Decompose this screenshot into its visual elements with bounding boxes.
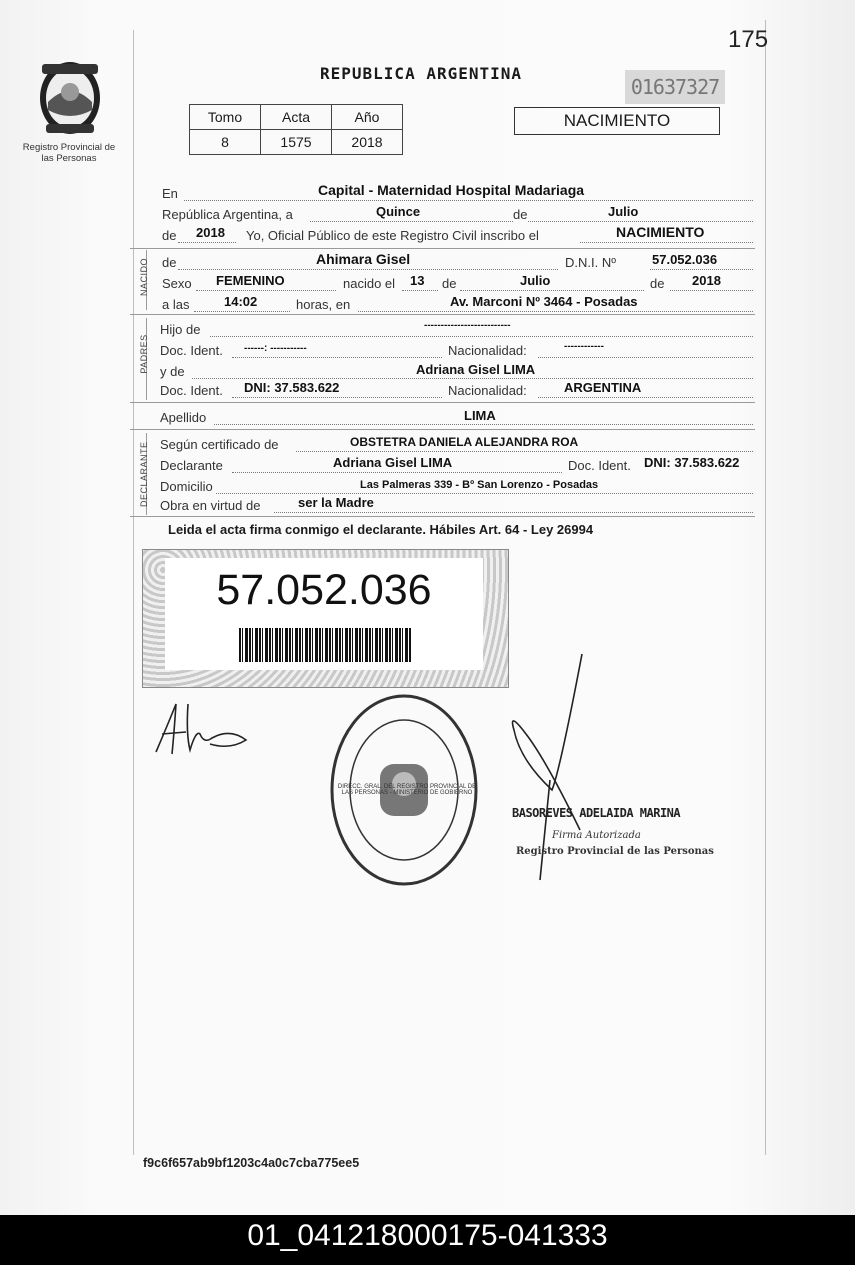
label-dni: D.N.I. Nº (565, 255, 616, 270)
label-oficial: Yo, Oficial Público de este Registro Civil inscribo el (246, 228, 539, 243)
value-place: Capital - Maternidad Hospital Madariaga (318, 182, 585, 198)
row-certificate (158, 436, 753, 454)
label-de-year: de (162, 228, 177, 243)
book-value-acta: 1575 (261, 130, 332, 155)
value-sex: FEMENINO (216, 273, 285, 288)
book-value-tomo: 8 (190, 130, 261, 155)
label-apellido: Apellido (160, 410, 207, 425)
value-time: 14:02 (224, 294, 258, 309)
value-reason: ser la Madre (298, 495, 374, 510)
sticker-inner (165, 558, 483, 670)
registrar-signature-icon (150, 694, 260, 769)
label-domicilio: Domicilio (160, 479, 213, 494)
label-sexo: Sexo (162, 276, 192, 291)
value-dni: 57.052.036 (652, 252, 718, 267)
row-date (158, 206, 753, 224)
document-hash: f9c6f657ab9bf1203c4a0c7cba775ee5 (143, 1156, 360, 1170)
barcode-icon (239, 628, 411, 662)
footer-id-bar (0, 1215, 855, 1265)
section-divider (130, 516, 755, 517)
seal-text: DIRECC. GRAL. DEL REGISTRO PROVINCIAL DE LAS PERSONAS - MINISTERIO DE GOBIERNO (337, 784, 477, 796)
section-declarante: DECLARANTE (139, 441, 149, 507)
value-day: Quince (376, 204, 421, 219)
value-birth-day: 13 (410, 273, 425, 288)
row-year (158, 224, 753, 245)
label-horas: horas, en (296, 297, 351, 312)
footer-id: 01_041218000175-041333 (247, 1219, 608, 1252)
label-declarante: Declarante (160, 458, 223, 473)
section-divider (130, 248, 755, 249)
value-father-nationality: ------------ (564, 341, 604, 352)
row-reason (158, 497, 753, 515)
value-mother: Adriana Gisel LIMA (416, 362, 536, 377)
book-header-tomo: Tomo (190, 105, 261, 130)
row-address (158, 478, 753, 496)
value-certificate: OBSTETRA DANIELA ALEJANDRA ROA (350, 435, 579, 449)
label-decl-doc: Doc. Ident. (568, 458, 631, 473)
label-nacido-el: nacido el (343, 276, 396, 291)
label-nacionalidad2: Nacionalidad: (448, 383, 527, 398)
label-doc2: Doc. Ident. (160, 383, 223, 398)
row-time-place (158, 296, 753, 314)
signer-office: Registro Provincial de las Personas (516, 846, 714, 857)
section-divider (130, 429, 755, 430)
right-margin-line (765, 20, 766, 1155)
label-y-de: y de (160, 364, 185, 379)
row-father (158, 321, 753, 339)
book-table (189, 104, 403, 155)
value-father: -------------------------- (424, 320, 511, 331)
value-month: Julio (608, 204, 639, 219)
label-de: de (513, 207, 528, 222)
dni-sticker (142, 549, 509, 688)
left-margin-line (133, 30, 134, 1155)
value-year: 2018 (196, 225, 225, 240)
value-declarant-doc: DNI: 37.583.622 (644, 455, 740, 470)
document-title: REPUBLICA ARGENTINA (320, 64, 523, 83)
section-padres: PADRES (139, 334, 149, 374)
row-birth (158, 275, 753, 293)
label-hijo-de: Hijo de (160, 322, 201, 337)
label-certificado: Según certificado de (160, 437, 279, 452)
registry-label: Registro Provincial de las Personas (22, 142, 116, 164)
row-mother (158, 363, 753, 381)
record-type-box: NACIMIENTO (514, 107, 720, 135)
section-nacido: NACIDO (139, 258, 149, 297)
value-birth-month: Julio (520, 273, 551, 288)
row-father-doc (158, 342, 753, 360)
label-de-name: de (162, 255, 177, 270)
value-father-doc: ------: ----------- (244, 343, 307, 354)
row-mother-doc (158, 382, 753, 400)
signer-title: Firma Autorizada (552, 830, 641, 841)
value-mother-doc: DNI: 37.583.622 (244, 380, 340, 395)
signer-name: BASOREVES ADELAIDA MARINA (512, 806, 681, 820)
closing-statement: Leida el acta firma conmigo el declarante. Hábiles Art. 64 - Ley 26994 (168, 522, 594, 537)
value-address: Las Palmeras 339 - Bº San Lorenzo - Posadas (360, 479, 599, 491)
sticker-number: 57.052.036 (216, 566, 432, 614)
label-nacionalidad1: Nacionalidad: (448, 343, 527, 358)
label-alas: a las (162, 297, 190, 312)
label-doc1: Doc. Ident. (160, 343, 223, 358)
label-birth-de2: de (650, 276, 665, 291)
row-declarant (158, 457, 753, 475)
value-surname: LIMA (464, 408, 496, 423)
province-crest-icon (34, 58, 106, 138)
row-name (158, 251, 753, 272)
label-republica: República Argentina, a (162, 207, 293, 222)
value-child-name: Ahimara Gisel (316, 251, 411, 267)
serial-number: 01637327 (625, 70, 725, 104)
value-declarant: Adriana Gisel LIMA (333, 455, 453, 470)
book-value-anio: 2018 (332, 130, 403, 155)
book-header-acta: Acta (261, 105, 332, 130)
value-birth-place: Av. Marconi Nº 3464 - Posadas (450, 294, 638, 309)
official-seal-icon (326, 692, 486, 892)
row-place (158, 182, 753, 203)
label-birth-de1: de (442, 276, 457, 291)
section-divider (130, 402, 755, 403)
label-obra: Obra en virtud de (160, 498, 261, 513)
value-record-type: NACIMIENTO (616, 224, 705, 240)
official-signature-icon (480, 650, 620, 895)
label-en: En (162, 186, 178, 201)
page-number: 175 (728, 26, 769, 53)
section-divider (130, 314, 755, 315)
value-mother-nationality: ARGENTINA (564, 380, 642, 395)
row-surname (158, 409, 753, 427)
value-birth-year: 2018 (692, 273, 721, 288)
book-header-anio: Año (332, 105, 403, 130)
